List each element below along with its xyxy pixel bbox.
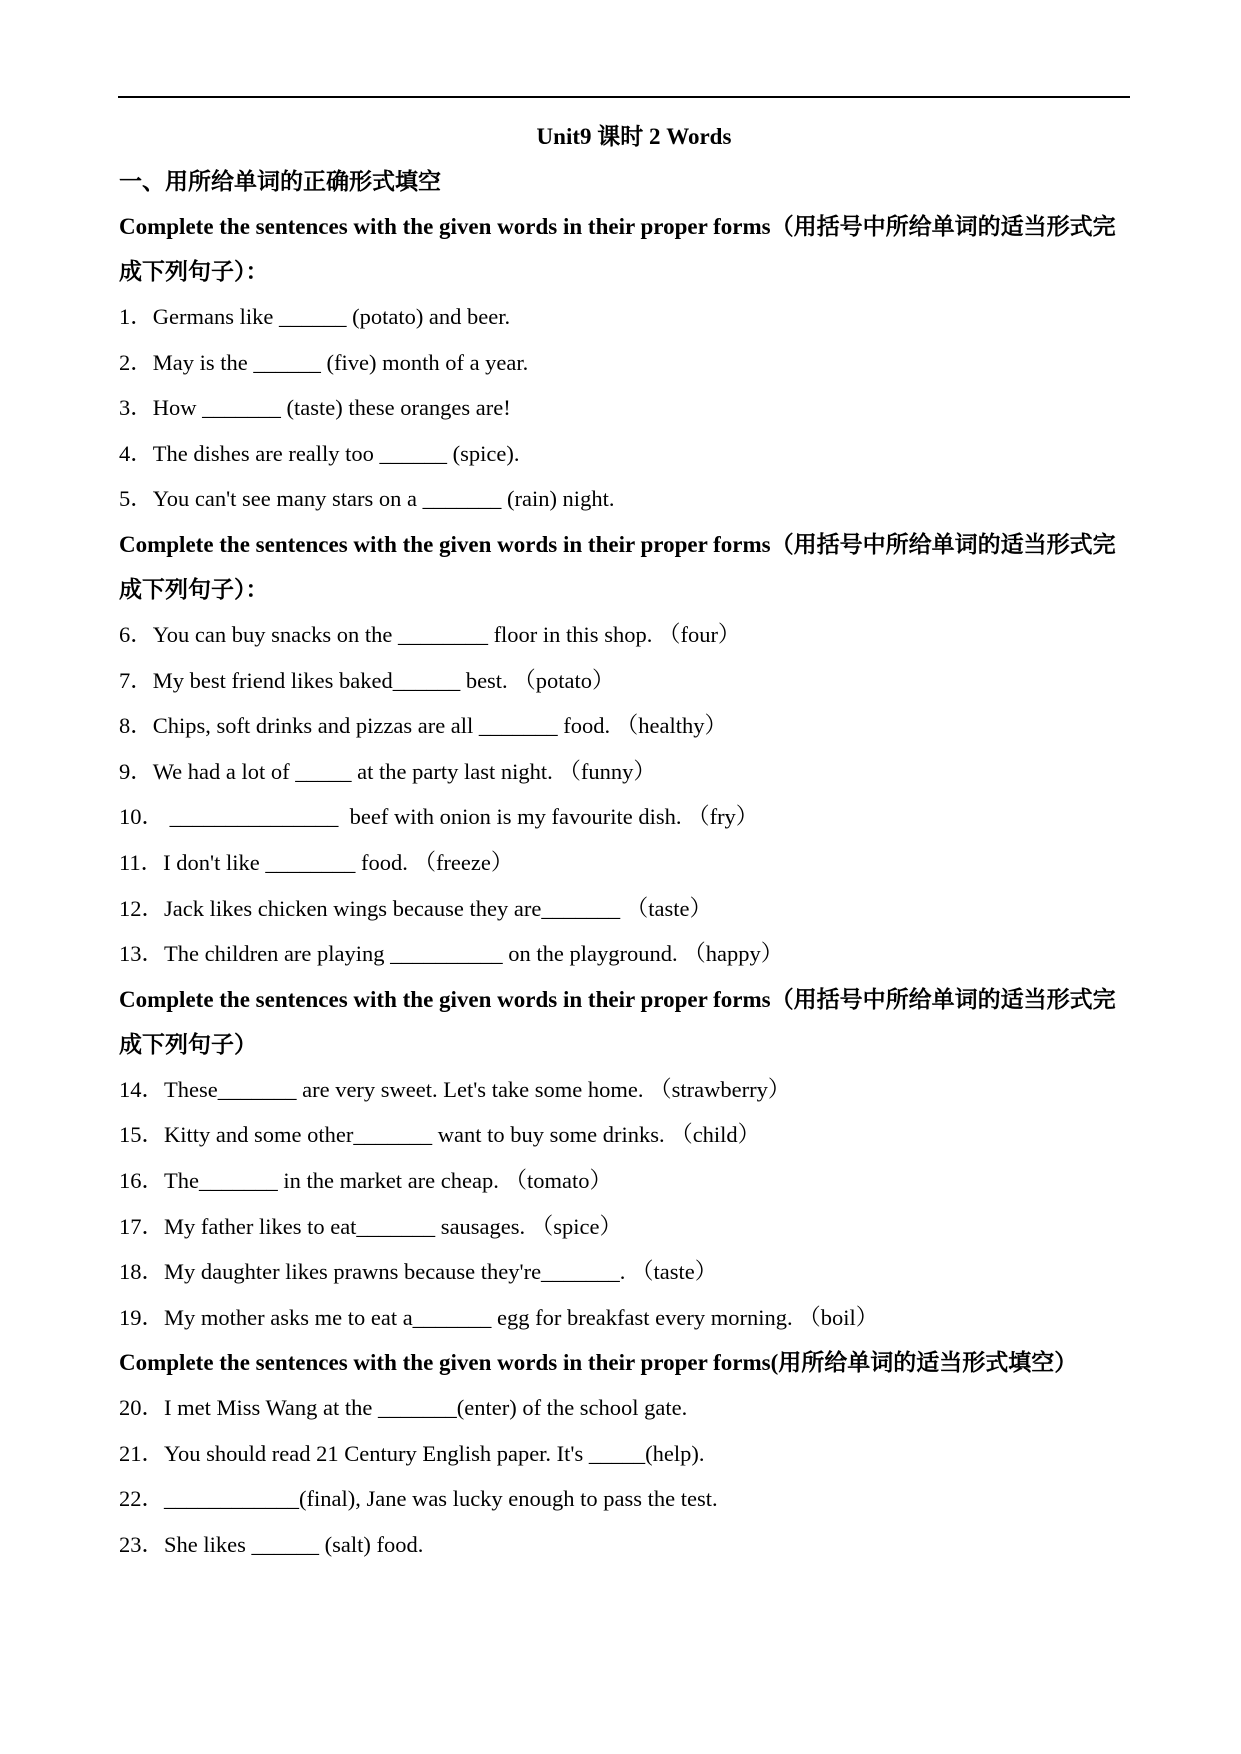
question-item: 7．My best friend likes baked______ best. （potato） <box>119 667 615 693</box>
question-item: 16．The_______ in the market are cheap. （tomato） <box>119 1167 612 1193</box>
question-item: 8．Chips, soft drinks and pizzas are all _______ food. （healthy） <box>119 713 728 739</box>
question-item: 10． _______________ beef with onion is my favourite dish. （fry） <box>119 804 759 830</box>
worksheet-title: Unit9 课时 2 Words <box>536 124 732 149</box>
question-item: 4．The dishes are really too ______ (spice). <box>119 440 520 466</box>
group-instruction: Complete the sentences with the given words in their proper forms（用括号中所给单词的适当形式完成下列句子）： <box>119 214 1116 284</box>
question-item: 5．You can't see many stars on a _______ (rain) night. <box>119 486 615 512</box>
group-instruction: Complete the sentences with the given words in their proper forms（用括号中所给单词的适当形式完成下列句子） <box>119 986 1116 1057</box>
section-heading: 一、用所给单词的正确形式填空 <box>119 169 441 194</box>
question-item: 19．My mother asks me to eat a_______ egg for breakfast every morning. （boil） <box>119 1304 879 1330</box>
question-item: 12．Jack likes chicken wings because they are_______ （taste） <box>119 895 712 921</box>
question-item: 18．My daughter likes prawns because they're_______. （taste） <box>119 1259 718 1285</box>
question-item: 22．____________(final), Jane was lucky enough to pass the test. <box>119 1486 718 1512</box>
question-item: 3．How _______ (taste) these oranges are! <box>119 395 511 421</box>
exercise-group-2 <box>119 522 1129 977</box>
question-item: 14．These_______ are very sweet. Let's take some home. （strawberry） <box>119 1076 791 1102</box>
question-item: 11．I don't like ________ food. （freeze） <box>119 849 514 875</box>
worksheet-content <box>119 114 1129 1568</box>
question-item: 21．You should read 21 Century English paper. It's _____(help). <box>119 1440 705 1466</box>
question-item: 6．You can buy snacks on the ________ floor in this shop. （four） <box>119 621 741 647</box>
exercise-group-3 <box>119 977 1129 1341</box>
group-instruction: Complete the sentences with the given words in their proper forms（用括号中所给单词的适当形式完成下列句子）： <box>119 531 1116 602</box>
question-item: 9．We had a lot of _____ at the party last night. （funny） <box>119 758 656 784</box>
question-item: 17．My father likes to eat_______ sausages. （spice） <box>119 1213 623 1239</box>
group-instruction: Complete the sentences with the given words in their proper forms(用所给单词的适当形式填空） <box>119 1350 1078 1376</box>
header-rule <box>118 96 1130 98</box>
question-item: 15．Kitty and some other_______ want to buy some drinks. （child） <box>119 1122 761 1148</box>
question-item: 1．Germans like ______ (potato) and beer. <box>119 304 511 329</box>
question-item: 13．The children are playing __________ on the playground. （happy） <box>119 941 784 967</box>
question-item: 20．I met Miss Wang at the _______(enter) of the school gate. <box>119 1395 688 1421</box>
question-item: 2．May is the ______ (five) month of a year. <box>119 349 529 375</box>
question-item: 23．She likes ______ (salt) food. <box>119 1532 424 1558</box>
exercise-group-4 <box>119 1340 1129 1567</box>
exercise-group-1 <box>119 204 1129 522</box>
